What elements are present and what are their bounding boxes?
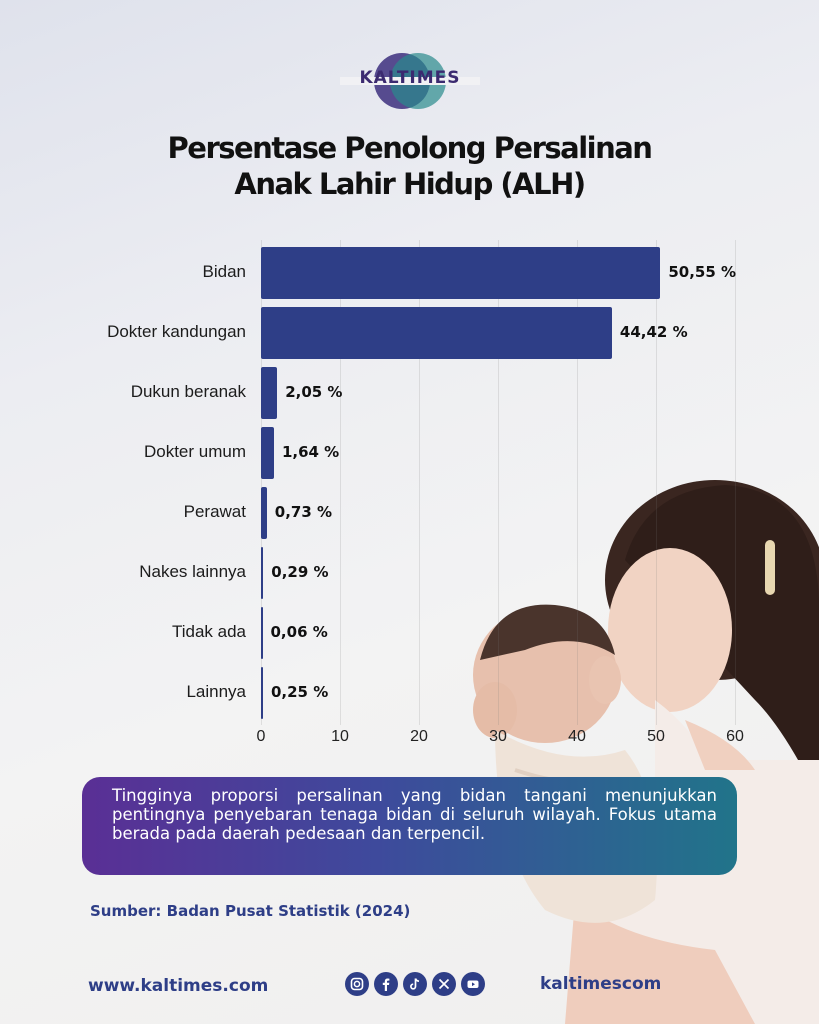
category-label: Tidak ada xyxy=(171,622,246,641)
social-handle[interactable]: kaltimescom xyxy=(540,974,662,994)
bar xyxy=(261,547,263,599)
value-label: 0,25 % xyxy=(270,683,329,701)
category-label: Dokter kandungan xyxy=(107,322,246,341)
instagram-icon[interactable] xyxy=(345,972,369,996)
value-label: 0,29 % xyxy=(271,563,329,581)
value-label: 0,06 % xyxy=(270,623,328,641)
source-text: Sumber: Badan Pusat Statistik (2024) xyxy=(90,902,411,920)
x-icon[interactable] xyxy=(432,972,456,996)
bar xyxy=(261,607,263,659)
brand-name: KALTIMES xyxy=(359,68,461,88)
website-link[interactable]: www.kaltimes.com xyxy=(88,976,269,996)
value-label: 2,05 % xyxy=(285,383,343,401)
value-label: 50,55 % xyxy=(668,263,737,281)
social-icons xyxy=(345,972,485,996)
bar xyxy=(261,667,263,719)
bar xyxy=(261,307,612,359)
value-label: 0,73 % xyxy=(274,503,333,521)
category-label: Bidan xyxy=(202,262,246,281)
brand-logo xyxy=(340,50,480,112)
x-tick-label: 20 xyxy=(410,728,428,745)
note-box xyxy=(82,777,737,875)
bar xyxy=(261,427,274,479)
bar xyxy=(261,367,277,419)
facebook-icon[interactable] xyxy=(374,972,398,996)
category-label: Lainnya xyxy=(186,682,246,701)
title-line-1: Persentase Penolong Persalinan xyxy=(167,131,652,165)
bar-chart xyxy=(0,230,819,760)
category-label: Perawat xyxy=(183,502,246,521)
category-label: Nakes lainnya xyxy=(139,562,246,581)
x-tick-label: 30 xyxy=(489,728,507,745)
youtube-icon[interactable] xyxy=(461,972,485,996)
bar xyxy=(261,247,660,299)
note-text: Tingginya proporsi persalinan yang bidan tangani menunjukkan pentingnya penyebaran tenaga bidan di seluruh wilayah. Fokus utama berada pada daerah pedesaan dan terpencil. xyxy=(112,786,717,843)
value-label: 44,42 % xyxy=(619,323,688,341)
gridline xyxy=(656,240,657,725)
x-tick-label: 60 xyxy=(726,728,744,745)
gridline xyxy=(735,240,736,725)
title-line-2: Anak Lahir Hidup (ALH) xyxy=(234,167,585,201)
x-tick-label: 40 xyxy=(568,728,586,745)
tiktok-icon[interactable] xyxy=(403,972,427,996)
x-tick-label: 10 xyxy=(331,728,349,745)
category-label: Dokter umum xyxy=(143,442,246,461)
category-label: Dukun beranak xyxy=(130,382,246,401)
x-tick-label: 0 xyxy=(256,728,266,745)
bar xyxy=(261,487,267,539)
x-tick-label: 50 xyxy=(647,728,665,745)
value-label: 1,64 % xyxy=(281,443,340,461)
page-title xyxy=(0,130,819,202)
